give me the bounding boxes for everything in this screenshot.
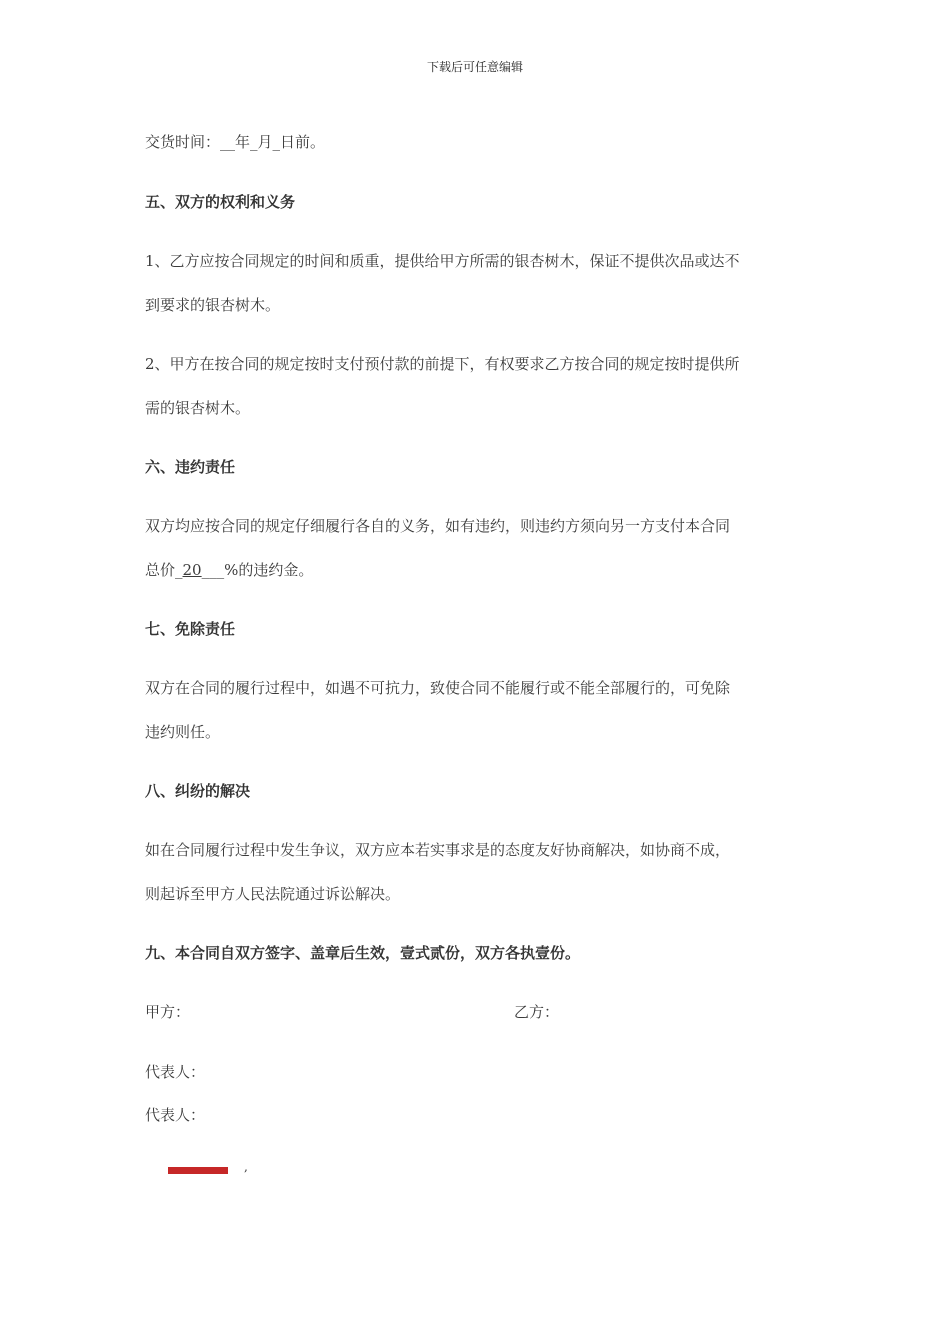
red-accent-bar — [168, 1167, 228, 1174]
section-7-title: 七、免除责任 — [145, 620, 236, 638]
clause-2-line-2: 需的银杏树木。 — [145, 399, 251, 417]
section-8-title: 八、纠纷的解决 — [145, 782, 251, 800]
exemption-line-2: 违约则任。 — [145, 723, 221, 741]
exemption-line-1: 双方在合同的履行过程中，如遇不可抗力，致使合同不能履行或不能全部履行的，可免除 — [145, 679, 731, 697]
representative-label-1: 代表人： — [145, 1063, 206, 1081]
penalty-suffix: %的违约金。 — [224, 561, 314, 579]
section-5-title: 五、双方的权利和义务 — [145, 193, 296, 211]
party-a-label: 甲方： — [145, 1003, 191, 1021]
representative-label-2: 代表人： — [145, 1106, 206, 1124]
penalty-blank-pre: _ — [175, 561, 183, 579]
section-9-title: 九、本合同自双方签字、盖章后生效，壹式贰份，双方各执壹份。 — [145, 944, 581, 962]
penalty-blank-post: ___ — [201, 561, 225, 579]
delivery-time: 交货时间：__年_月_日前。 — [145, 133, 326, 151]
clause-1-line-1: 1、乙方应按合同规定的时间和质重，提供给甲方所需的银杏树木，保证不提供次品或达不 — [145, 252, 740, 270]
liability-line-2 — [145, 559, 313, 580]
penalty-prefix: 总价 — [145, 561, 176, 579]
clause-1-line-2: 到要求的银杏树木。 — [145, 296, 281, 314]
liability-line-1: 双方均应按合同的规定仔细履行各自的义务，如有违约，则违约方须向另一方支付本合同 — [145, 517, 731, 535]
dispute-line-2: 则起诉至甲方人民法院通过诉讼解决。 — [145, 885, 401, 903]
section-6-title: 六、违约责任 — [145, 458, 236, 476]
party-b-label: 乙方： — [514, 1003, 560, 1021]
footer-mark: , — [244, 1160, 248, 1174]
clause-2-line-1: 2、甲方在按合同的规定按时支付预付款的前提下，有权要求乙方按合同的规定按时提供所 — [145, 355, 740, 373]
header-note: 下载后可任意编辑 — [426, 60, 523, 74]
penalty-value: 20 — [182, 561, 202, 579]
dispute-line-1: 如在合同履行过程中发生争议，双方应本若实事求是的态度友好协商解决，如协商不成， — [145, 841, 731, 859]
